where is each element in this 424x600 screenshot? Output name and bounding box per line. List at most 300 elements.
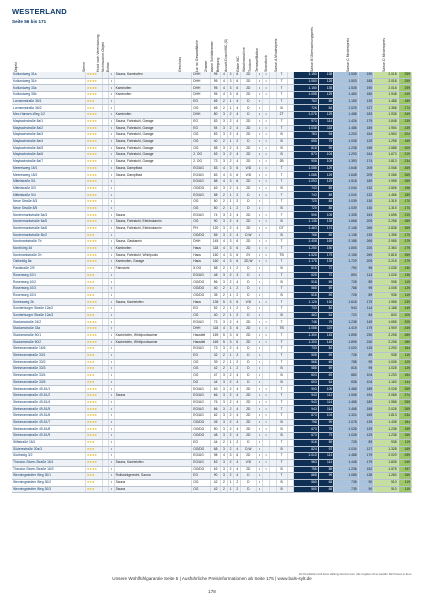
cell-g: DHH — [192, 239, 211, 246]
cell-p3: 1.535 — [334, 72, 358, 78]
cell-name: Wenningstedter Weg 30/2 — [12, 479, 85, 486]
cell-name: Nordermarkstraße 5b/2 — [12, 232, 85, 239]
cell-p2: 79 — [318, 138, 334, 145]
cell-sk — [287, 466, 294, 473]
cell-empty — [269, 118, 276, 125]
cell-name: Südhedig 3/2 — [12, 453, 85, 460]
table-row — [12, 332, 412, 339]
cell-w: • — [256, 112, 263, 119]
cell-p1: 748 — [294, 319, 318, 326]
cell-n: • — [109, 179, 115, 186]
cell-z: 2 — [221, 366, 228, 373]
cell-p4: 130 — [358, 199, 374, 206]
cell-p1: 673 — [294, 426, 318, 433]
cell-ds: 2D — [241, 319, 257, 326]
cell-b: 3 — [234, 145, 241, 152]
cell-z: 3 — [221, 372, 228, 379]
cell-ds: 2D — [241, 118, 257, 125]
cell-n: • — [109, 105, 115, 112]
cell-bk: B — [276, 372, 287, 379]
cell-ds: 2D — [241, 399, 257, 406]
cell-extras — [114, 78, 192, 85]
cell-t: • — [263, 179, 270, 186]
cell-ds: 2D — [241, 125, 257, 132]
cell-name: Theodor-Storm-Straße 16/1 — [12, 459, 85, 466]
cell-extras — [114, 306, 192, 313]
cell-bk: T — [276, 179, 287, 186]
cell-m: 40 — [211, 312, 221, 319]
cell-z: 4 — [221, 172, 228, 179]
cell-n: • — [109, 399, 115, 406]
cell-p1: 973 — [294, 118, 318, 125]
cell-p2: 69 — [318, 372, 334, 379]
cell-extras: Sauna, Dampfbad — [114, 172, 192, 179]
cell-g: EG/UG — [192, 346, 211, 353]
cell-p6: 379 — [398, 239, 411, 246]
cell-g: EG/UG — [192, 319, 211, 326]
cell-p1: 768 — [294, 232, 318, 239]
cell-t — [263, 359, 270, 366]
table-row — [12, 299, 412, 306]
cell-stars: ★★★★ — [85, 326, 103, 333]
cell-p4: 152 — [358, 466, 374, 473]
table-row — [12, 192, 412, 199]
cell-m: 50 — [211, 205, 221, 212]
cell-n: • — [109, 379, 115, 386]
cell-p2: 99 — [318, 473, 334, 480]
cell-name: Steinmannstraße 33/5 — [12, 379, 85, 386]
cell-b: 4 — [234, 372, 241, 379]
cell-p5: 2.068 — [374, 172, 398, 179]
cell-bk: B — [276, 185, 287, 192]
cell-w: • — [256, 312, 263, 319]
cell-p4: 95 — [358, 265, 374, 272]
cell-p4: 90 — [358, 479, 374, 486]
cell-b: 6 — [234, 165, 241, 172]
cell-name: Steinmannstraße 33/2 — [12, 359, 85, 366]
table-row — [12, 466, 412, 473]
cell-p3: 1.138 — [334, 232, 358, 239]
cell-extras — [114, 466, 192, 473]
cell-stars: ★★★★ — [85, 112, 103, 119]
cell-g: EG/UG — [192, 192, 211, 199]
cell-p5: 1.438 — [374, 419, 398, 426]
cell-p2: 99 — [318, 145, 334, 152]
cell-p1: 603 — [294, 379, 318, 386]
cell-ds: 2D — [241, 393, 257, 400]
cell-p6: 179 — [398, 232, 411, 239]
cell-empty — [269, 219, 276, 226]
cell-sk — [287, 92, 294, 99]
column-header-balkon: Terrasse/Balkon — [255, 47, 259, 72]
cell-bk: B — [276, 232, 287, 239]
cell-z: 3 — [221, 419, 228, 426]
cell-p4: 104 — [358, 372, 374, 379]
cell-g: EG/UG — [192, 165, 211, 172]
cell-p1: 743 — [294, 192, 318, 199]
cell-sk — [287, 473, 294, 480]
cell-n: • — [109, 225, 115, 232]
cell-empty — [269, 299, 276, 306]
cell-m: 63 — [211, 466, 221, 473]
cell-ds: 2D — [241, 406, 257, 413]
cell-t: • — [263, 132, 270, 139]
cell-empty — [269, 292, 276, 299]
column-header-wc: Gäste WC — [236, 56, 240, 72]
cell-s: 2 — [227, 386, 234, 393]
cell-s: 3 — [227, 259, 234, 266]
cell-n: • — [109, 299, 115, 306]
cell-w: • — [256, 453, 263, 460]
cell-p4: 209 — [358, 219, 374, 226]
cell-n: • — [109, 252, 115, 259]
table-row — [12, 473, 412, 480]
cell-ds: 2D — [241, 78, 257, 85]
cell-sk — [287, 78, 294, 85]
cell-p6: 129 — [398, 286, 411, 293]
cell-bk: T — [276, 406, 287, 413]
cell-sk — [287, 245, 294, 252]
cell-p1: 588 — [294, 366, 318, 373]
cell-w: • — [256, 372, 263, 379]
cell-n: • — [109, 185, 115, 192]
cell-w: • — [256, 306, 263, 313]
cell-sk — [287, 232, 294, 239]
cell-z: 3 — [221, 459, 228, 466]
cell-s: 3 — [227, 165, 234, 172]
cell-t — [263, 279, 270, 286]
cell-b: 2 — [234, 439, 241, 446]
table-row — [12, 366, 412, 373]
cell-p6: 154 — [398, 372, 411, 379]
cell-bk: B — [276, 486, 287, 493]
cell-extras — [114, 372, 192, 379]
cell-t: • — [263, 245, 270, 252]
cell-g: EG/UG — [192, 399, 211, 406]
cell-extras: Sauna — [114, 486, 192, 493]
table-row — [12, 179, 412, 186]
cell-s: 2 — [227, 413, 234, 420]
cell-z: 4 — [221, 239, 228, 246]
cell-b: 4 — [234, 406, 241, 413]
cell-z: 4 — [221, 453, 228, 460]
cell-p6: 209 — [398, 145, 411, 152]
cell-g: OG — [192, 145, 211, 152]
cell-w: • — [256, 393, 263, 400]
cell-p5: 1.008 — [374, 286, 398, 293]
cell-z: 4 — [221, 78, 228, 85]
cell-b: 2 — [234, 359, 241, 366]
cell-ds: D — [241, 205, 257, 212]
cell-p1: 943 — [294, 393, 318, 400]
cell-stars: ★★★★ — [85, 419, 103, 426]
cell-t — [263, 439, 270, 446]
table-row — [12, 138, 412, 145]
cell-m: 68 — [211, 446, 221, 453]
cell-s: 1 — [227, 292, 234, 299]
cell-bk: T — [276, 272, 287, 279]
cell-p5: 1.954 — [374, 125, 398, 132]
cell-s: 1 — [227, 486, 234, 493]
cell-bk: T — [276, 165, 287, 172]
cell-n: • — [109, 292, 115, 299]
cell-p1: 518 — [294, 439, 318, 446]
cell-g: EG/UG — [192, 179, 211, 186]
table-row — [12, 199, 412, 206]
cell-b: 4 — [234, 346, 241, 353]
cell-p3: 788 — [334, 359, 358, 366]
cell-p6: 135 — [398, 272, 411, 279]
cell-empty — [269, 92, 276, 99]
cell-b: 2 — [234, 292, 241, 299]
cell-p1: 1.178 — [294, 259, 318, 266]
cell-empty — [269, 379, 276, 386]
cell-n: • — [109, 192, 115, 199]
cell-empty — [269, 212, 276, 219]
cell-s: 2 — [227, 279, 234, 286]
cell-empty — [269, 85, 276, 92]
cell-p2: 114 — [318, 399, 334, 406]
cell-p2: 64 — [318, 379, 334, 386]
cell-empty — [269, 132, 276, 139]
column-header-strand: Strandkorb — [264, 55, 268, 72]
cell-t: • — [263, 386, 270, 393]
cell-stars: ★★★ — [85, 306, 103, 313]
cell-extras — [114, 386, 192, 393]
cell-b: 6 — [234, 332, 241, 339]
cell-ds: 2D — [241, 453, 257, 460]
cell-s: 2 — [227, 112, 234, 119]
cell-name: Maybachstraße 8a/1 — [12, 118, 85, 125]
cell-g: DG — [192, 379, 211, 386]
cell-p3: 1.293 — [334, 152, 358, 159]
cell-m: 160 — [211, 252, 221, 259]
cell-p6: 269 — [398, 172, 411, 179]
cell-g: Haus — [192, 245, 211, 252]
cell-name: Mittelstraße 5/4 — [12, 192, 85, 199]
cell-z: 4 — [221, 252, 228, 259]
cell-p6: 204 — [398, 132, 411, 139]
cell-s: 1 — [227, 352, 234, 359]
cell-bk: T — [276, 413, 287, 420]
cell-p4: 127 — [358, 105, 374, 112]
cell-p3: 1.008 — [334, 138, 358, 145]
cell-m: 95 — [211, 92, 221, 99]
cell-p5: 1.848 — [374, 118, 398, 125]
cell-z: 3 — [221, 219, 228, 226]
cell-m: 45 — [211, 419, 221, 426]
cell-extras — [114, 279, 192, 286]
cell-p4: 220 — [358, 245, 374, 252]
cell-p3: 788 — [334, 286, 358, 293]
cell-sk — [287, 292, 294, 299]
cell-z: 3 — [221, 232, 228, 239]
cell-p5: 1.673 — [374, 152, 398, 159]
column-header-extras: Extras — [106, 62, 110, 72]
cell-sk — [287, 312, 294, 319]
cell-ds: D — [241, 366, 257, 373]
cell-p1: 743 — [294, 185, 318, 192]
cell-n: • — [109, 426, 115, 433]
cell-g: OG/DG — [192, 419, 211, 426]
cell-z: 2 — [221, 205, 228, 212]
cell-bk: T — [276, 118, 287, 125]
cell-bk: B — [276, 145, 287, 152]
cell-z: 4 — [221, 179, 228, 186]
table-row — [12, 359, 412, 366]
cell-empty — [269, 205, 276, 212]
cell-ds: 2V — [241, 252, 257, 259]
cell-bk: T — [276, 92, 287, 99]
cell-bk: B — [276, 205, 287, 212]
cell-z: 4 — [221, 85, 228, 92]
cell-bk: B — [276, 479, 287, 486]
cell-m: 56 — [211, 279, 221, 286]
cell-g: OG — [192, 205, 211, 212]
cell-g: OG — [192, 372, 211, 379]
cell-g: EG — [192, 306, 211, 313]
cell-w: • — [256, 265, 263, 272]
cell-sk — [287, 413, 294, 420]
cell-t — [263, 199, 270, 206]
cell-n: • — [109, 386, 115, 393]
cell-bk: T — [276, 72, 287, 78]
cell-ds: 2D — [241, 92, 257, 99]
cell-p4: 139 — [358, 98, 374, 105]
cell-w: • — [256, 125, 263, 132]
cell-b: 2 — [234, 306, 241, 313]
column-headers — [12, 14, 412, 72]
cell-name: Stadumstraße 50/1 — [12, 332, 85, 339]
cell-w: • — [256, 165, 263, 172]
cell-s: 1 — [227, 286, 234, 293]
cell-t — [263, 232, 270, 239]
cell-p6: 249 — [398, 326, 411, 333]
cell-p2: 109 — [318, 212, 334, 219]
cell-sk — [287, 85, 294, 92]
cell-t: • — [263, 72, 270, 78]
cell-p3: 1.028 — [334, 433, 358, 440]
cell-sk — [287, 433, 294, 440]
cell-ds: D,W — [241, 446, 257, 453]
column-header-season1: Saison A Mindestpreis — [274, 38, 278, 72]
cell-b: 4 — [234, 112, 241, 119]
cell-stars: ★★★★ — [85, 466, 103, 473]
cell-p6: 259 — [398, 399, 411, 406]
cell-ds: 2D — [241, 212, 257, 219]
cell-bk: T — [276, 192, 287, 199]
cell-z: 3 — [221, 406, 228, 413]
cell-sk — [287, 446, 294, 453]
cell-p3: 1.028 — [334, 426, 358, 433]
cell-extras: Sauna, Fahrstuhl, Garage — [114, 118, 192, 125]
cell-s: 3 — [227, 239, 234, 246]
cell-p5: 938 — [374, 439, 398, 446]
cell-s: 2 — [227, 466, 234, 473]
cell-p3: 1.805 — [334, 245, 358, 252]
cell-sk — [287, 299, 294, 306]
cell-s: 1 — [227, 479, 234, 486]
cell-s: 2 — [227, 118, 234, 125]
cell-t: • — [263, 426, 270, 433]
cell-ds: 2D — [241, 225, 257, 232]
table-row — [12, 219, 412, 226]
cell-extras — [114, 399, 192, 406]
cell-p4: 90 — [358, 486, 374, 493]
cell-t: • — [263, 459, 270, 466]
cell-p1: 673 — [294, 433, 318, 440]
cell-p6: 279 — [398, 259, 411, 266]
cell-m: 73 — [211, 319, 221, 326]
cell-z: 3 — [221, 413, 228, 420]
cell-empty — [269, 165, 276, 172]
cell-p3: 1.648 — [334, 165, 358, 172]
cell-m: 48 — [211, 272, 221, 279]
cell-m: 66 — [211, 406, 221, 413]
cell-z: 3 — [221, 446, 228, 453]
cell-g: OG/DG — [192, 185, 211, 192]
cell-m: 63 — [211, 386, 221, 393]
cell-g: EG — [192, 439, 211, 446]
cell-ds: 2D — [241, 339, 257, 346]
cell-stars: ★★★★ — [85, 179, 103, 186]
cell-w: • — [256, 419, 263, 426]
cell-stars: ★★★★ — [85, 125, 103, 132]
cell-bk: T — [276, 212, 287, 219]
cell-stars: ★★★★ — [85, 245, 103, 252]
cell-p5: 2.028 — [374, 386, 398, 393]
cell-name: Stadumstraße 24/2 — [12, 319, 85, 326]
cell-p3: 1.503 — [334, 78, 358, 85]
cell-name: Neue Straße 8/3 — [12, 199, 85, 206]
cell-empty — [269, 312, 276, 319]
cell-p4: 125 — [358, 346, 374, 353]
cell-w: • — [256, 272, 263, 279]
cell-p5: 1.358 — [374, 105, 398, 112]
cell-g: EG/UG — [192, 453, 211, 460]
cell-p6: 289 — [398, 219, 411, 226]
cell-p4: 230 — [358, 339, 374, 346]
cell-z: 3 — [221, 145, 228, 152]
cell-p3: 1.078 — [334, 419, 358, 426]
cell-p2: 97 — [318, 446, 334, 453]
cell-p5: 1.315 — [374, 199, 398, 206]
cell-name: Maybachstraße 8a/4 — [12, 138, 85, 145]
cell-p1: 726 — [294, 105, 318, 112]
cell-p2: 179 — [318, 252, 334, 259]
cell-p1: 1.150 — [294, 85, 318, 92]
cell-name: Steinmannstraße 49-51/5 — [12, 406, 85, 413]
cell-n: • — [109, 145, 115, 152]
cell-sk — [287, 379, 294, 386]
cell-empty — [269, 192, 276, 199]
cell-p1: 1.300 — [294, 332, 318, 339]
cell-w: • — [256, 406, 263, 413]
cell-p1: 603 — [294, 372, 318, 379]
cell-n: • — [109, 486, 115, 493]
cell-sk — [287, 132, 294, 139]
cell-p2: 145 — [318, 332, 334, 339]
column-header-schlaf: Anzahl Dusch/WC (D) — [224, 38, 228, 72]
cell-ds: D — [241, 479, 257, 486]
cell-t: • — [263, 419, 270, 426]
cell-t: • — [263, 138, 270, 145]
cell-name: Smeesweg 2b — [12, 299, 85, 306]
cell-extras — [114, 185, 192, 192]
cell-p3: 1.488 — [334, 453, 358, 460]
table-row — [12, 85, 412, 92]
cell-p6: 219 — [398, 152, 411, 159]
